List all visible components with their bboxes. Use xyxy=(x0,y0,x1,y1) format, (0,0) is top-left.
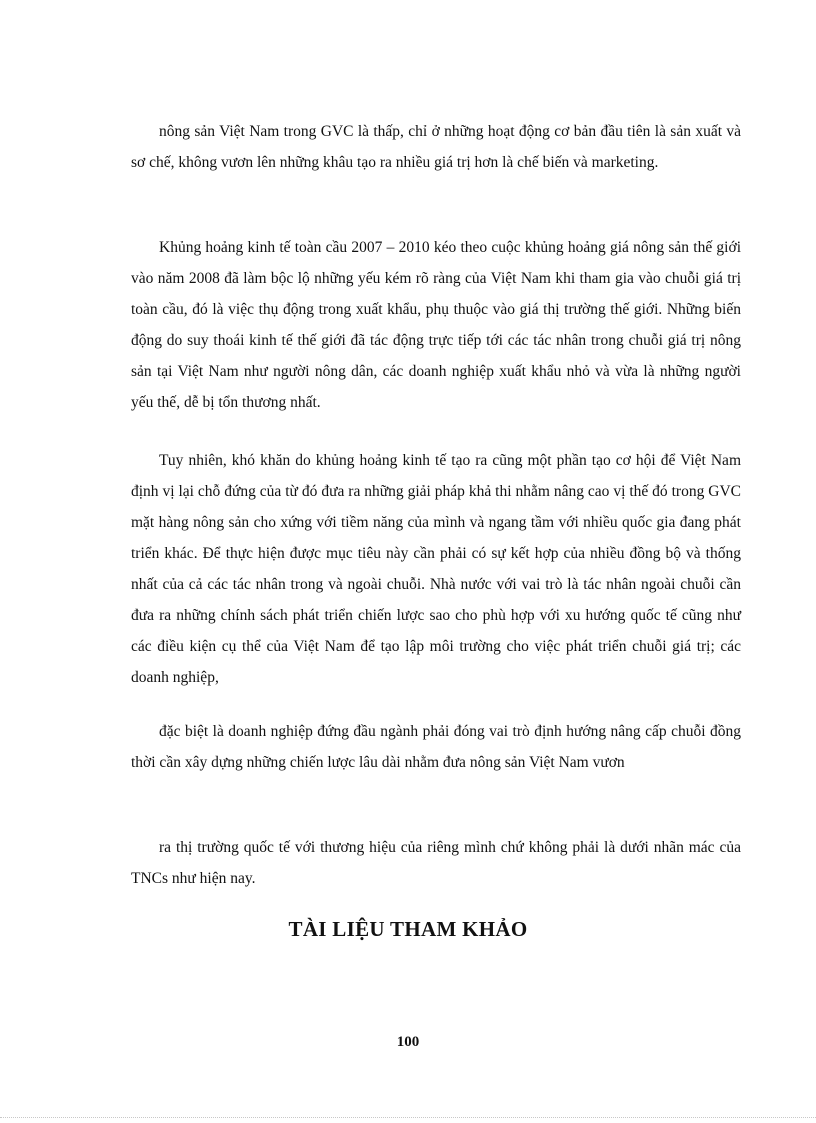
paragraph-leading-enterprises: đặc biệt là doanh nghiệp đứng đầu ngành phải đóng vai trò định hướng nâng cấp chuỗi đồng thời cần xây dựng những chiến lược lâu dài nhằm đưa nông sản Việt Nam vươn xyxy=(131,723,741,771)
paragraph-global-crisis: Khủng hoảng kinh tế toàn cầu 2007 – 2010 kéo theo cuộc khủng hoảng giá nông sản thế giới vào năm 2008 đã làm bộc lộ những yếu kém rõ ràng của Việt Nam khi tham gia vào chuỗi giá trị toàn cầu, đó là việc thụ động trong xuất khẩu, phụ thuộc vào giá thị trường thế giới. Những biến động do suy thoái kinh tế thế giới đã tác động trực tiếp tới các tác nhân trong chuỗi giá trị nông sản tại Việt Nam như người nông dân, các doanh nghiệp xuất khẩu nhỏ và vừa là những người yếu thế, dễ bị tổn thương nhất. xyxy=(131,239,741,411)
page-number: 100 xyxy=(396,1034,420,1050)
page-bottom-divider xyxy=(0,1117,816,1118)
references-heading: TÀI LIỆU THAM KHẢO xyxy=(288,917,528,941)
paragraph-opportunity: Tuy nhiên, khó khăn do khủng hoảng kinh tế tạo ra cũng một phần tạo cơ hội để Việt Nam định vị lại chỗ đứng của từ đó đưa ra những giải pháp khả thi nhằm nâng cao vị thế đó trong GVC mặt hàng nông sản cho xứng với tiềm năng của mình và ngang tầm với nhiều quốc gia đang phát triển khác. Để thực hiện được mục tiêu này cần phải có sự kết hợp của nhiều đồng bộ và thống nhất của cả các tác nhân trong và ngoài chuỗi. Nhà nước với vai trò là tác nhân ngoài chuỗi cần đưa ra những chính sách phát triển chiến lược sao cho phù hợp với xu hướng quốc tế cũng như các điều kiện cụ thể của Việt Nam để tạo lập môi trường cho việc phát triển chuỗi giá trị; các doanh nghiệp, xyxy=(131,452,741,686)
paragraph-gvc-position: nông sản Việt Nam trong GVC là thấp, chỉ ở những hoạt động cơ bản đầu tiên là sản xuất và sơ chế, không vươn lên những khâu tạo ra nhiều giá trị hơn là chế biến và marketing. xyxy=(131,123,741,171)
paragraph-international-market: ra thị trường quốc tế với thương hiệu của riêng mình chứ không phải là dưới nhãn mác của TNCs như hiện nay. xyxy=(131,839,741,887)
